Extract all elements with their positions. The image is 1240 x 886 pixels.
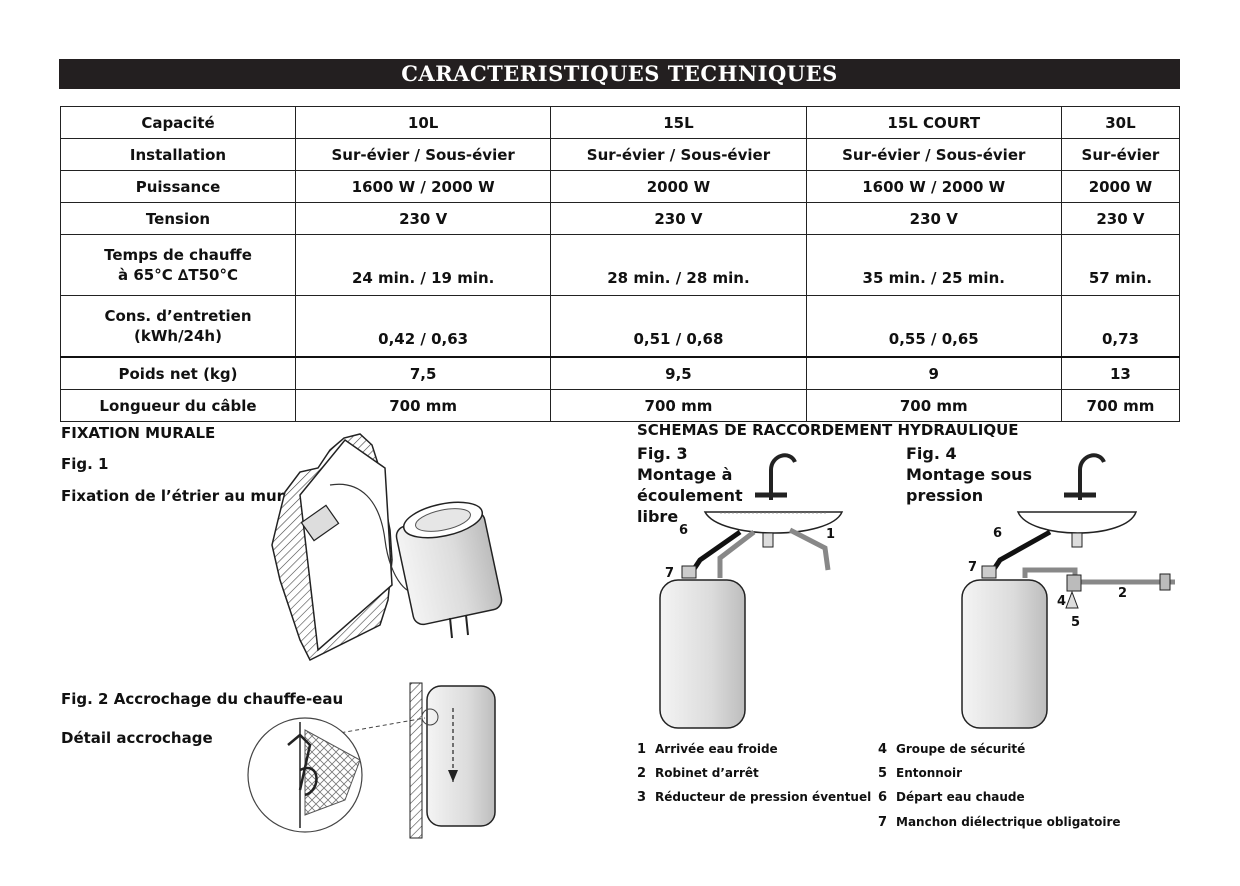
legend-item: 5 Entonnoir — [878, 766, 963, 781]
table-cell: Sur-évier / Sous-évier — [551, 139, 806, 171]
callout-6: 6 — [679, 523, 689, 538]
table-cell: 28 min. / 28 min. — [551, 235, 806, 296]
row-label: Temps de chauffe à 65°C ∆T50°C — [61, 235, 296, 296]
callout-7: 7 — [665, 566, 675, 581]
table-cell: 700 mm — [1061, 390, 1179, 422]
table-cell: 230 V — [296, 203, 551, 235]
page-title: CARACTERISTIQUES TECHNIQUES — [59, 59, 1180, 89]
table-cell: Sur-évier / Sous-évier — [806, 139, 1061, 171]
callout-1: 1 — [826, 527, 836, 542]
table-cell: 230 V — [1061, 203, 1179, 235]
fig3-title: Fig. 3 Montage à écoulement libre — [637, 444, 743, 526]
row-label: Longueur du câble — [61, 390, 296, 422]
callout-4: 4 — [1057, 594, 1067, 609]
table-cell: 35 min. / 25 min. — [806, 235, 1061, 296]
callout-2: 2 — [1118, 586, 1128, 601]
table-cell: 15L COURT — [806, 107, 1061, 139]
table-cell: 10L — [296, 107, 551, 139]
table-cell: 0,51 / 0,68 — [551, 296, 806, 358]
row-label: Poids net (kg) — [61, 357, 296, 390]
table-cell: 0,73 — [1061, 296, 1179, 358]
section-heading-schemas: SCHEMAS DE RACCORDEMENT HYDRAULIQUE — [637, 421, 1019, 439]
table-cell: 24 min. / 19 min. — [296, 235, 551, 296]
section-heading-fixation: FIXATION MURALE — [61, 424, 216, 442]
table-cell: 230 V — [806, 203, 1061, 235]
fig1-caption: Fixation de l’étrier au mur — [61, 487, 285, 505]
row-label: Installation — [61, 139, 296, 171]
table-cell: Sur-évier — [1061, 139, 1179, 171]
row-label: Cons. d’entretien (kWh/24h) — [61, 296, 296, 358]
legend-item: 2 Robinet d’arrêt — [637, 766, 759, 781]
table-cell: 1600 W / 2000 W — [806, 171, 1061, 203]
callout-7b: 7 — [968, 560, 978, 575]
table-cell: 57 min. — [1061, 235, 1179, 296]
table-cell: 2000 W — [551, 171, 806, 203]
legend-item: 4 Groupe de sécurité — [878, 742, 1026, 757]
table-cell: 7,5 — [296, 357, 551, 390]
table-cell: 13 — [1061, 357, 1179, 390]
table-cell: 700 mm — [296, 390, 551, 422]
table-cell: 9 — [806, 357, 1061, 390]
table-cell: 700 mm — [551, 390, 806, 422]
wall-bracket-illustration — [272, 434, 503, 660]
fig1-label: Fig. 1 — [61, 455, 109, 473]
legend-item: 1 Arrivée eau froide — [637, 742, 778, 757]
table-cell: 15L — [551, 107, 806, 139]
fig4-title: Fig. 4 Montage sous pression — [906, 444, 1033, 505]
fig2-label: Fig. 2 Accrochage du chauffe-eau — [61, 690, 344, 708]
table-cell: 0,55 / 0,65 — [806, 296, 1061, 358]
table-cell: 1600 W / 2000 W — [296, 171, 551, 203]
table-cell: 0,42 / 0,63 — [296, 296, 551, 358]
row-label: Capacité — [61, 107, 296, 139]
table-cell: 700 mm — [806, 390, 1061, 422]
legend-item: 7 Manchon diélectrique obligatoire — [878, 815, 1121, 830]
table-cell: 30L — [1061, 107, 1179, 139]
table-cell: 2000 W — [1061, 171, 1179, 203]
callout-6b: 6 — [993, 526, 1003, 541]
row-label: Tension — [61, 203, 296, 235]
table-cell: 9,5 — [551, 357, 806, 390]
legend-item: 6 Départ eau chaude — [878, 790, 1025, 805]
row-label: Puissance — [61, 171, 296, 203]
legend-item: 3 Réducteur de pression éventuel — [637, 790, 872, 805]
table-cell: Sur-évier / Sous-évier — [296, 139, 551, 171]
callout-5: 5 — [1071, 615, 1081, 630]
detail-label: Détail accrochage — [61, 729, 213, 747]
table-cell: 230 V — [551, 203, 806, 235]
